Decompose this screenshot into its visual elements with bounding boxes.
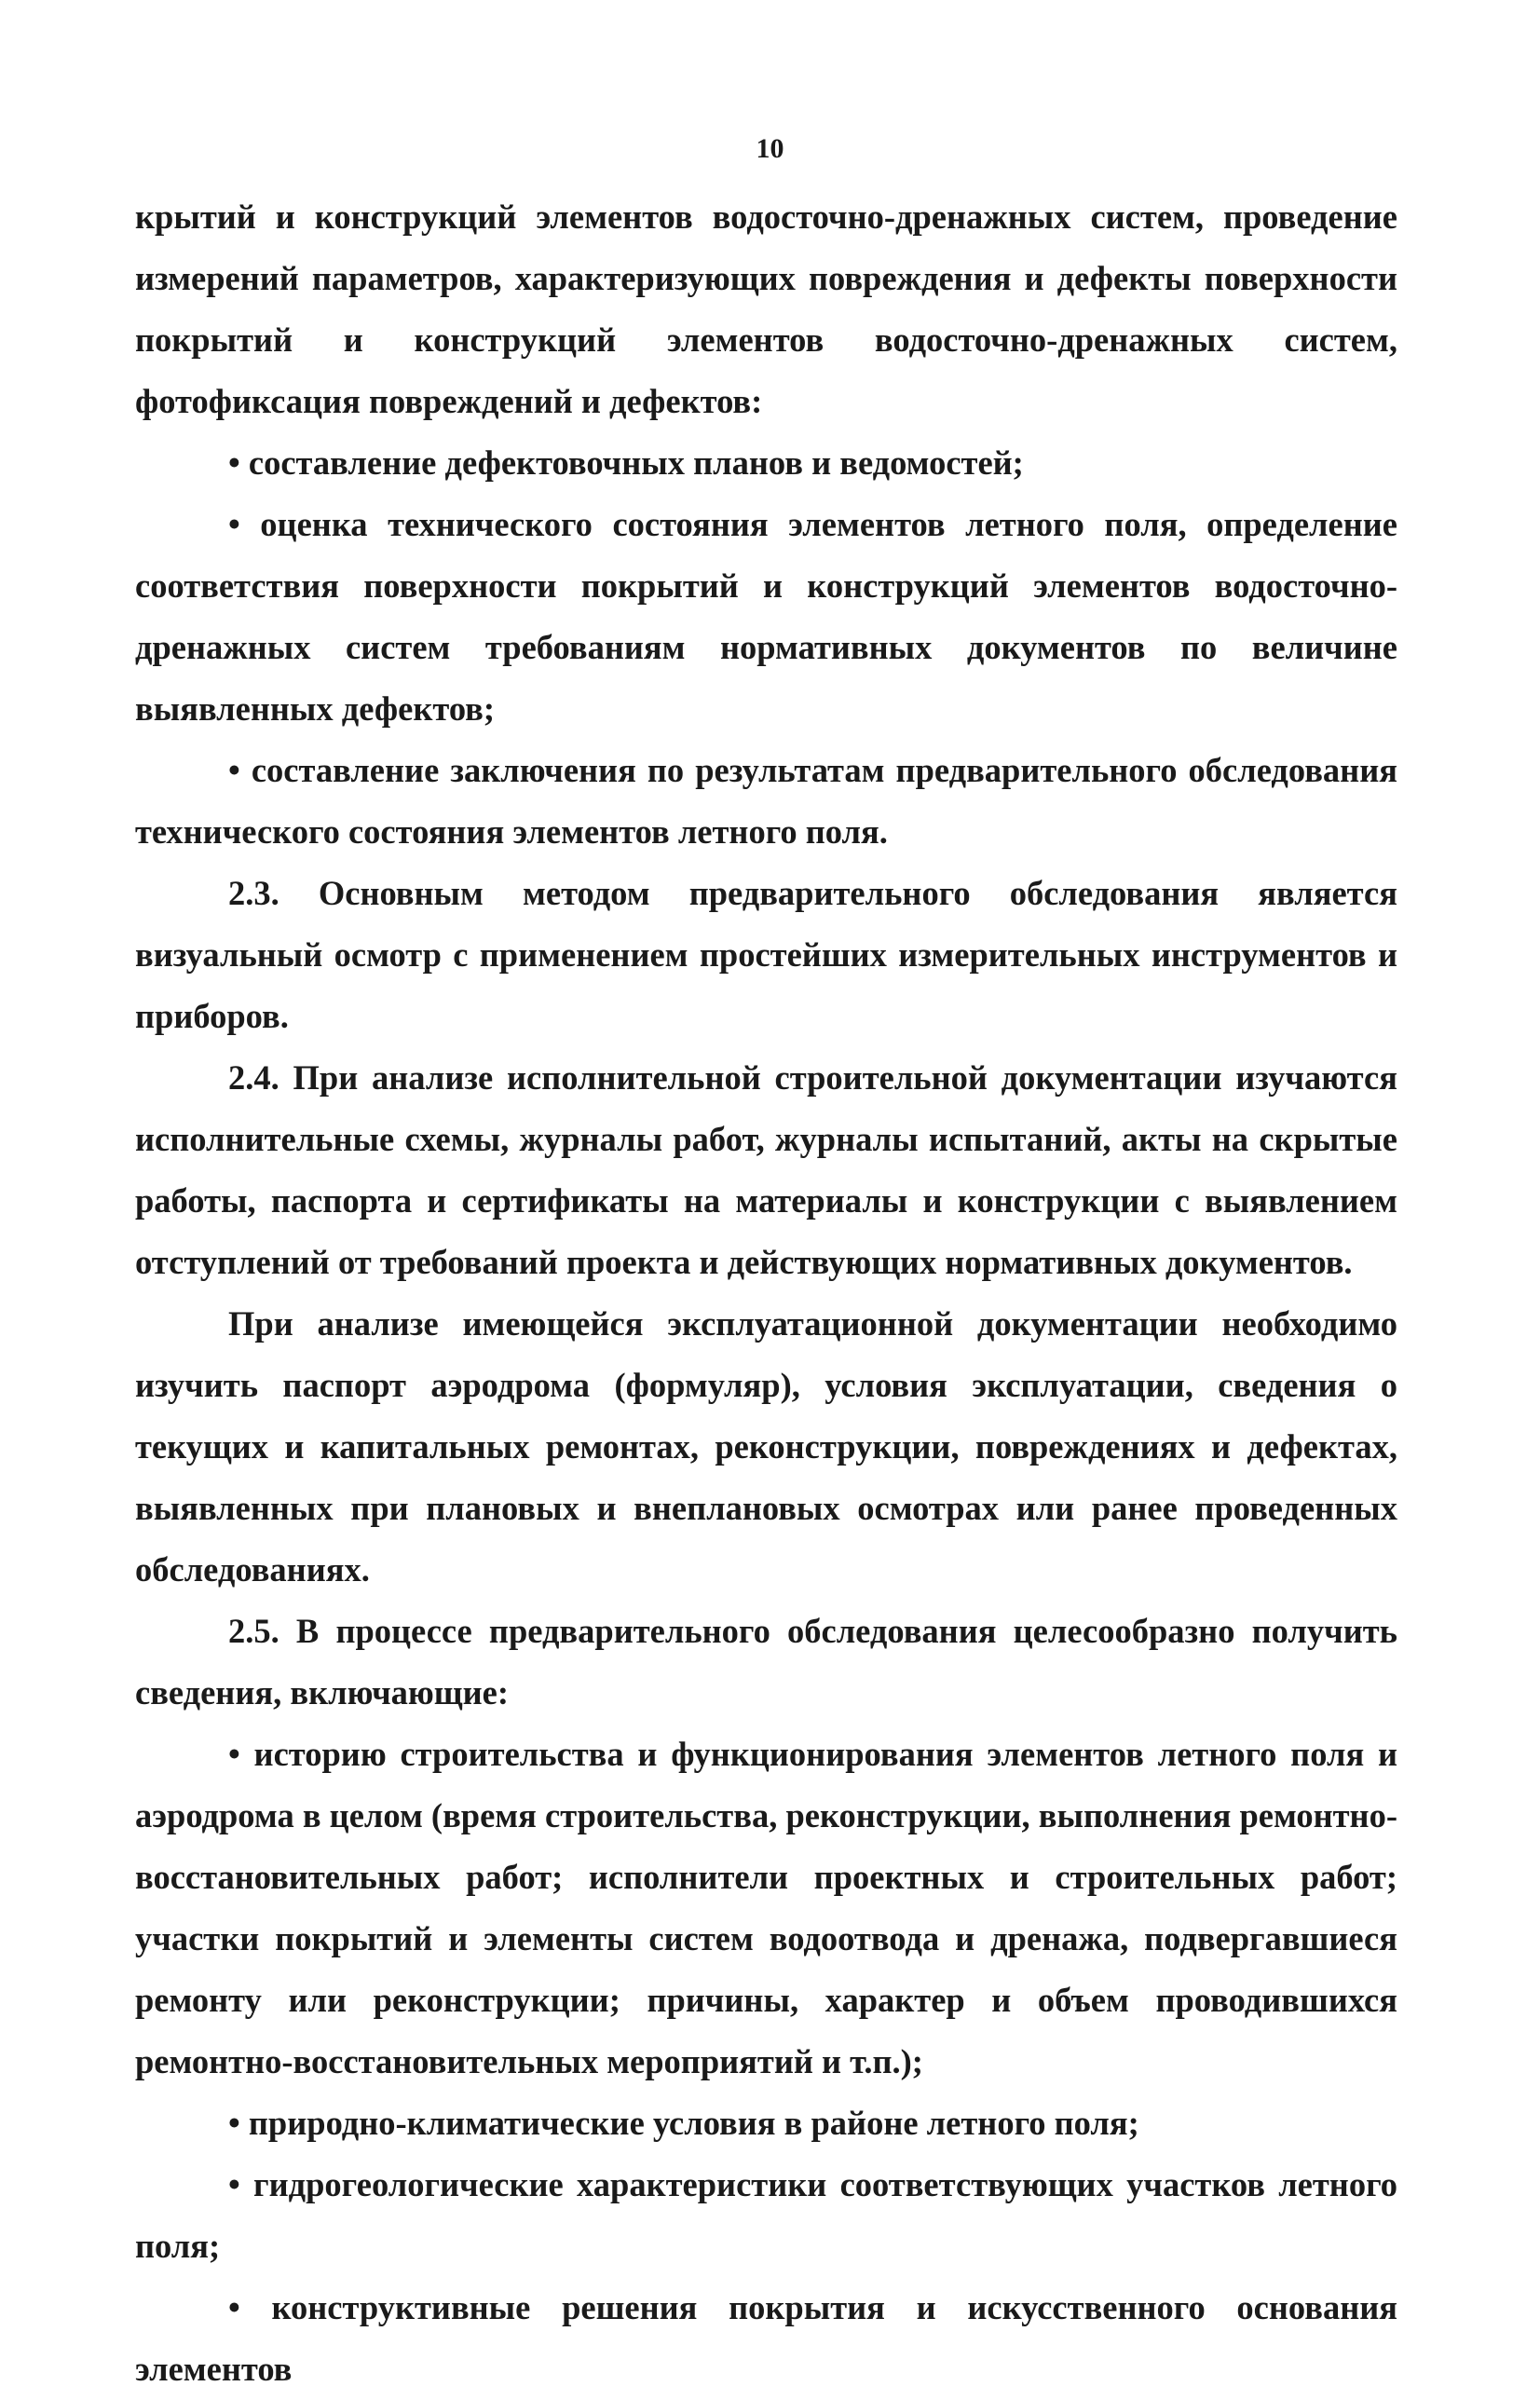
paragraph-continuation: крытий и конструкций элементов водосточно-дренажных систем, проведение измерений параметров, характеризующих повреждения и дефекты поверхности покрытий и конструкций элементов водосточно-дренажных систем, фотофиксация повреждений и дефектов: bbox=[135, 198, 1397, 420]
list-item: • гидрогеологические характеристики соответствующих участков летного поля; bbox=[135, 2165, 1397, 2265]
paragraph-2-4: 2.4. При анализе исполнительной строительной документации изучаются исполнительные схемы, журналы работ, журналы испытаний, акты на скрытые работы, паспорта и сертификаты на материалы и конструкции с выявлением отступлений от требований проекта и действующих нормативных документов. bbox=[135, 1058, 1397, 1281]
paragraph: При анализе имеющейся эксплуатационной документации необходимо изучить паспорт аэродрома (формуляр), условия эксплуатации, сведения о текущих и капитальных ремонтах, реконструкции, повреждениях и дефектах, выявленных при плановых и внеплановых осмотрах или ранее проведенных обследованиях. bbox=[135, 1304, 1397, 1589]
list-item: • оценка технического состояния элементов летного поля, определение соответствия поверхности покрытий и конструкций элементов водосточно-дренажных систем требованиям нормативных документов по величине выявленных дефектов; bbox=[135, 505, 1397, 728]
list-item: • конструктивные решения покрытия и искусственного основания элементов bbox=[135, 2288, 1397, 2388]
list-item: • природно-климатические условия в районе летного поля; bbox=[228, 2104, 1139, 2142]
paragraph-2-3: 2.3. Основным методом предварительного обследования является визуальный осмотр с применением простейших измерительных инструментов и приборов. bbox=[135, 874, 1397, 1035]
page-number: 10 bbox=[756, 133, 784, 164]
list-item: • историю строительства и функционирования элементов летного поля и аэродрома в целом (время строительства, реконструкции, выполнения ремонтно-восстановительных работ; исполнители проектных и строительных работ; участки покрытий и элементы систем водоотвода и дренажа, подвергавшиеся ремонту или реконструкции; причины, характер и объем проводившихся ремонтно-восстановительных мероприятий и т.п.); bbox=[135, 1735, 1397, 2080]
paragraph-2-5: 2.5. В процессе предварительного обследования целесообразно получить сведения, включающие: bbox=[135, 1612, 1397, 1711]
list-item: • составление дефектовочных планов и ведомостей; bbox=[228, 443, 1024, 482]
document-body bbox=[135, 186, 1397, 2400]
list-item: • составление заключения по результатам предварительного обследования технического состояния элементов летного поля. bbox=[135, 751, 1397, 851]
